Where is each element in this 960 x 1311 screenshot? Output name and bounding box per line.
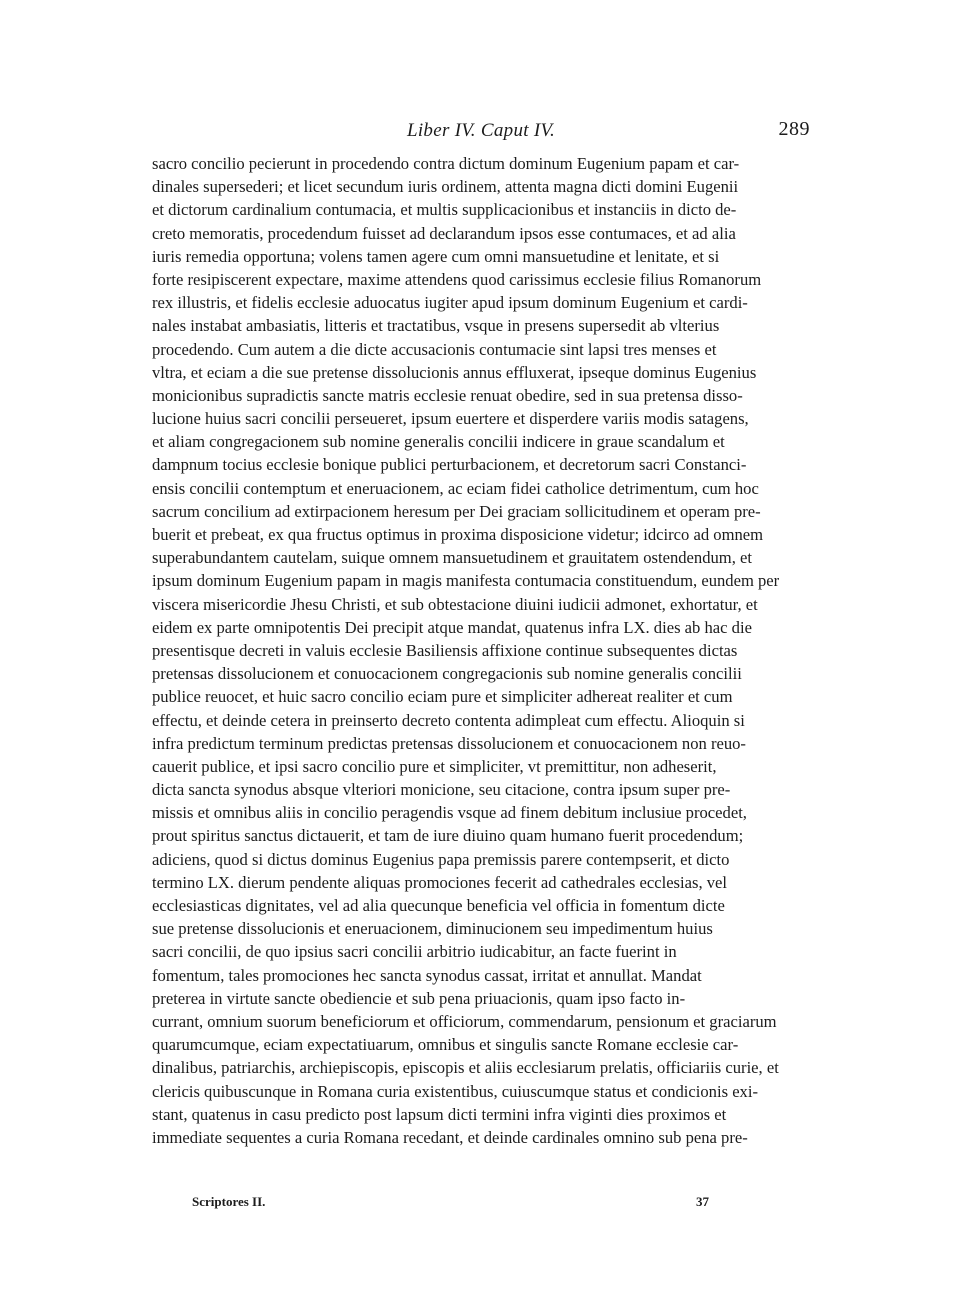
text-line: viscera misericordie Jhesu Christi, et sub obtestacione diuini iudicii admonet, exhortatur, et [152, 594, 758, 614]
text-line: prout spiritus sanctus dictauerit, et tam de iure diuino quam humano fuerit procedendum; [152, 826, 744, 846]
page-footer [192, 1194, 752, 1216]
text-line: sacro concilio pecierunt in procedendo contra dictum dominum Eugenium papam et car- [152, 154, 740, 173]
text-line: dampnum tocius ecclesie bonique publici perturbacionem, et decretorum sacri Constanci- [152, 455, 747, 475]
text-line: forte resipiscerent expectare, maxime attendens quod carissimus ecclesie filius Romanorum [152, 269, 762, 289]
text-line: preterea in virtute sancte obediencie et sub pena priuacionis, quam ipso facto in- [152, 988, 686, 1008]
text-line: presentisque decreti in valuis ecclesie Basiliensis affixione continue subsequentes dictas [152, 640, 738, 660]
text-line: eidem ex parte omnipotentis Dei precipit atque mandat, quatenus infra LX. dies ab hac die [152, 617, 752, 637]
footer-signature: Scriptores II. [192, 1194, 266, 1209]
text-line: currant, omnium suorum beneficiorum et officiorum, commendarum, pensionum et graciarum [152, 1011, 777, 1031]
text-line: dicta sancta synodus absque vlteriori monicione, seu citacione, contra ipsum super pre- [152, 780, 731, 800]
text-line: superabundantem cautelam, suique omnem mansuetudinem et grauitatem ostendendum, et [152, 548, 752, 568]
text-line: nales instabat ambasiatis, litteris et tractatibus, vsque in presens supersedit ab vlterius [152, 316, 720, 336]
page-number: 289 [778, 118, 810, 140]
text-line: buerit et prebeat, ex qua fructus optimus in proxima disposicione videtur; idcirco ad omnem [152, 525, 764, 544]
text-line: creto memoratis, procedendum fuisset ad declarandum ipsos esse contumaces, et ad alia [152, 223, 736, 243]
text-line: pretensas dissolucionem et conuocacionem congregacionis sub nomine generalis concilii [152, 664, 742, 684]
text-line: et dictorum cardinalium contumacia, et multis supplicacionibus et instanciis in dicto de- [152, 200, 737, 220]
text-line: dinales supersederi; et licet secundum iuris ordinem, attenta magna dicti domini Eugenii [152, 177, 739, 197]
running-head [152, 118, 810, 144]
text-line: stant, quatenus in casu predicto post lapsum dicti termini infra viginti dies proximos et [152, 1104, 727, 1124]
text-line: dinalibus, patriarchis, archiepiscopis, episcopis et aliis ecclesiarum prelatis, officiariis curie, et [152, 1058, 779, 1078]
text-line: et aliam congregacionem sub nomine generalis concilii indicere in graue scandalum et [152, 432, 725, 452]
text-line: iuris remedia opportuna; volens tamen agere cum omni mansuetudine et lenitate, et si [152, 246, 720, 266]
text-line: monicionibus supradictis sancte matris ecclesie renuat obedire, sed in sua pretensa disso- [152, 385, 743, 405]
text-line: procedendo. Cum autem a die dicte accusacionis contumacie sint lapsi tres menses et [152, 339, 717, 359]
text-line: termino LX. dierum pendente aliquas promociones fecerit ad cathedrales ecclesias, vel [152, 872, 728, 892]
text-line: ensis concilii contemptum et eneruacionem, ac eciam fidei catholice detrimentum, cum hoc [152, 478, 759, 498]
text-line: sue pretense dissolucionis et eneruacionem, diminucionem seu impedimentum huius [152, 919, 713, 939]
text-line: clericis quibuscunque in Romana curia existentibus, cuiuscumque status et condicionis exi- [152, 1081, 758, 1101]
footer-sheet-number: 37 [696, 1194, 709, 1209]
text-line: ipsum dominum Eugenium papam in magis manifesta contumacia constituendum, eundem per [152, 571, 780, 591]
text-line: cauerit publice, et ipsi sacro concilio pure et simpliciter, vt premittitur, non adheserit, [152, 756, 717, 776]
text-line: vltra, et eciam a die sue pretense dissolucionis annus effluxerat, ipseque dominus Eugenius [152, 362, 757, 382]
running-title: Liber IV. Caput IV. [406, 120, 556, 141]
text-line: infra predictum terminum predictas pretensas dissolucionem et conuocacionem non reuo- [152, 733, 746, 753]
text-line: adiciens, quod si dictus dominus Eugenius papa premissis parere contempserit, et dicto [152, 849, 730, 869]
text-line: quarumcumque, eciam expectatiuarum, omnibus et singulis sancte Romane ecclesie car- [152, 1035, 739, 1055]
text-line: sacri concilii, de quo ipsius sacri concilii arbitrio iudicabitur, an facte fuerint in [152, 942, 677, 962]
text-line: fomentum, tales promociones hec sancta synodus cassat, irritat et annullat. Mandat [152, 965, 702, 985]
text-line: sacrum concilium ad extirpacionem heresum per Dei graciam sollicitudinem et operam pre- [152, 501, 761, 521]
text-line: lucione huius sacri concilii perseueret, ipsum euertere et disperdere variis modis satagens, [152, 409, 749, 429]
text-line: rex illustris, et fidelis ecclesie aduocatus iugiter apud ipsum dominum Eugenium et cardi- [152, 293, 748, 313]
body-text [152, 152, 810, 1149]
text-line: ecclesiasticas dignitates, vel ad alia quecunque beneficia vel officia in fomentum dicte [152, 896, 725, 915]
text-line: publice reuocet, et huic sacro concilio eciam pure et simpliciter adhereat realiter et cum [152, 687, 733, 707]
text-line: effectu, et deinde cetera in preinserto decreto contenta adimpleat cum effectu. Alioquin si [152, 710, 745, 730]
text-line: immediate sequentes a curia Romana recedant, et deinde cardinales omnino sub pena pre- [152, 1127, 748, 1147]
text-line: missis et omnibus aliis in concilio peragendis vsque ad finem debitum inclusiue procedet, [152, 803, 747, 823]
